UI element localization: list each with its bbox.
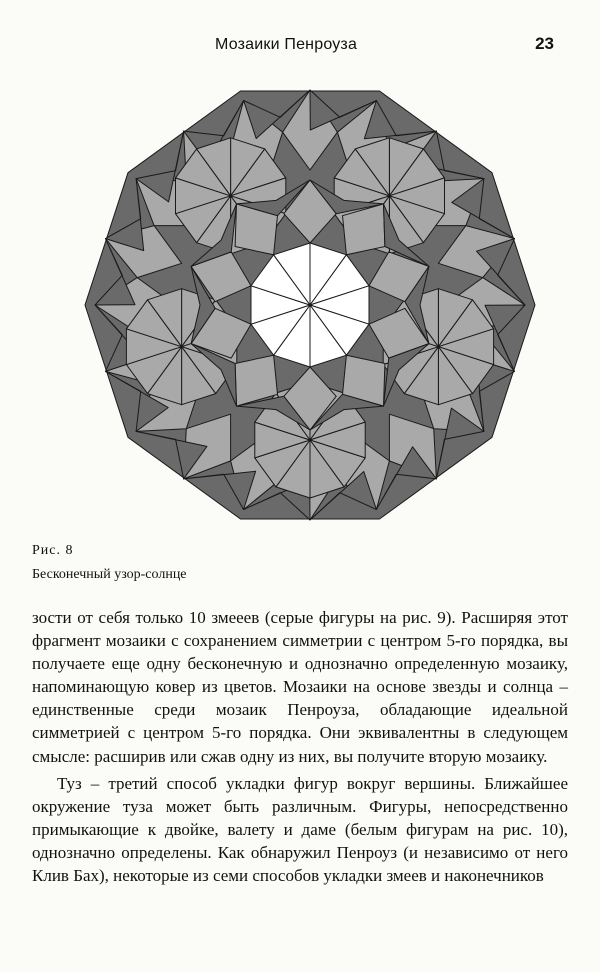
figure-penrose-sun-tiling	[60, 80, 560, 540]
paragraph: Туз – третий способ укладки фигур вокруг вершины. Ближайшее окружение туза может быть различным. Фигуры, непосредственно примыкающие к двойке, валету и даме (белым фигурам на рис. 10), однозначно определены. Как обнаружил Пенроуз (и независимо от него Клив Бах), некоторые из семи способов укладки змеев и наконечников	[32, 773, 568, 886]
running-title: Мозаики Пенроуза	[215, 36, 358, 53]
paragraph: зости от себя только 10 змееев (серые фигуры на рис. 9). Расширяя этот фрагмент мозаики с сохранением симметрии с центром 5-го порядка, вы получаете еще одну бесконечную и однозначно определенную мозаику, напоминающую ковер из цветов. Мозаики на основе звезды и солнца – единственные среди мозаик Пенроуза, обладающие идеальной симметрией с центром 5-го порядка. Они эквивалентны в следующем смысле: расширив или сжав одну из них, вы получите вторую мозаику.	[32, 608, 568, 766]
page-number: 23	[535, 34, 554, 53]
figure-caption: Бесконечный узор-солнце	[32, 567, 187, 582]
body-text	[32, 606, 568, 887]
figure-label: Рис. 8	[32, 543, 74, 558]
penrose-tiling-illustration	[60, 80, 560, 540]
